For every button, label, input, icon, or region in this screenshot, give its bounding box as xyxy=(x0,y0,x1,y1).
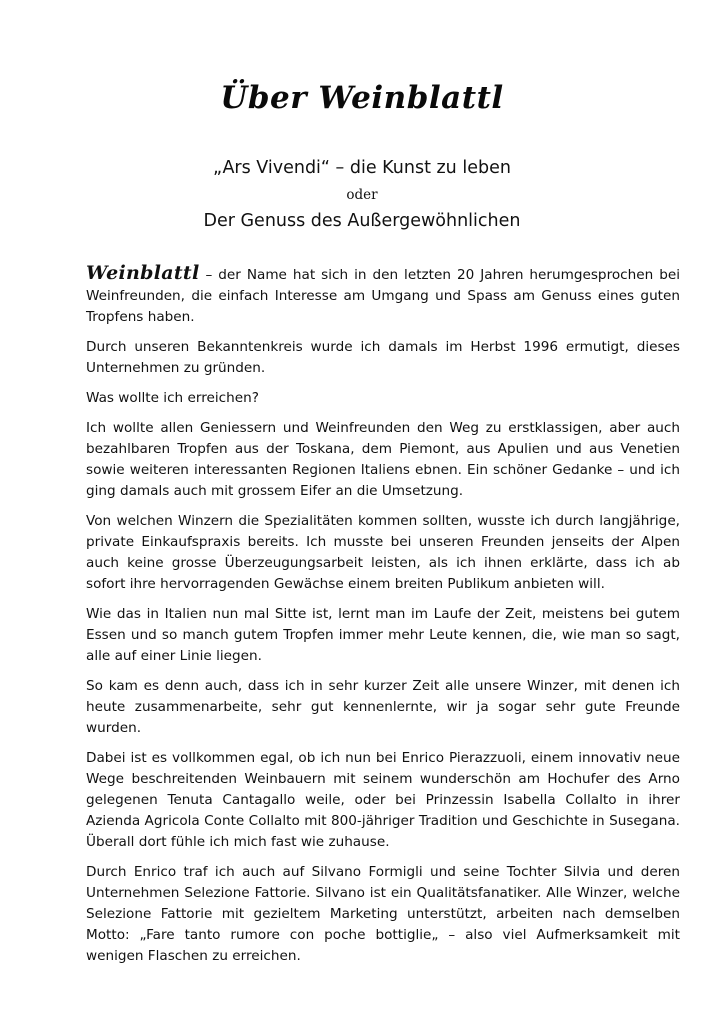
paragraph-2: Was wollte ich erreichen? xyxy=(86,390,259,406)
page-title: Über Weinblattl xyxy=(220,80,504,116)
subtitle-connector: oder xyxy=(346,187,378,203)
intro-paragraph xyxy=(86,263,680,328)
paragraph-5: Wie das in Italien nun mal Sitte ist, lernt man im Laufe der Zeit, meistens bei gutem Essen und so manch gutem Tropfen immer mehr Leute kennen, die, wie man so sagt, alle auf einer Linie liegen. xyxy=(86,606,680,664)
subtitle-genuss: Der Genuss des Außergewöhnlichen xyxy=(203,211,521,231)
paragraph-3: Ich wollte allen Geniessern und Weinfreunden den Weg zu erstklassigen, aber auch bezahlbaren Tropfen aus der Toskana, dem Piemont, aus Apulien und aus Venetien sowie weiteren interessanten Regionen Italiens ebnen. Ein schöner Gedanke – und ich ging damals auch mit grossem Eifer an die Umsetzung. xyxy=(86,420,680,499)
paragraph-4: Von welchen Winzern die Spezialitäten kommen sollten, wusste ich durch langjährige, private Einkaufspraxis bereits. Ich musste bei unseren Freunden jenseits der Alpen auch keine grosse Überzeugungsarbeit leisten, als ich ihnen erklärte, dass ich ab sofort ihre hervorragenden Gewächse einem breiten Publikum anbieten will. xyxy=(86,513,680,592)
paragraph-6: So kam es denn auch, dass ich in sehr kurzer Zeit alle unsere Winzer, mit denen ich heute zusammenarbeite, sehr gut kennenlernte, wir ja sogar sehr gute Freunde wurden. xyxy=(86,678,680,736)
brand-name: Weinblattl xyxy=(86,262,200,284)
intro-text: – der Name hat sich in den letzten 20 Jahren herumgesprochen bei Weinfreunden, die einfach Interesse am Umgang und Spass am Genuss eines guten Tropfens haben. xyxy=(86,267,680,325)
paragraph-7: Dabei ist es vollkommen egal, ob ich nun bei Enrico Pierazzuoli, einem innovativ neue Wege beschreitenden Weinbauern mit seinem wunderschön am Hochufer des Arno gelegenen Tenuta Cantagallo weile, oder bei Prinzessin Isabella Collalto in ihrer Azienda Agricola Conte Collalto mit 800-jähriger Tradition und Geschichte in Susegana. Überall dort fühle ich mich fast wie zuhause. xyxy=(86,750,680,850)
subtitle-ars-vivendi: „Ars Vivendi“ – die Kunst zu leben xyxy=(213,158,511,178)
body-text xyxy=(86,263,680,976)
paragraph-1: Durch unseren Bekanntenkreis wurde ich damals im Herbst 1996 ermutigt, dieses Unternehmen zu gründen. xyxy=(86,339,680,376)
paragraph-8: Durch Enrico traf ich auch auf Silvano Formigli und seine Tochter Silvia und deren Unternehmen Selezione Fattorie. Silvano ist ein Qualitätsfanatiker. Alle Winzer, welche Selezione Fattorie mit gezieltem Marketing unterstützt, arbeiten nach demselben Motto: „Fare tanto rumore con poche bottiglie„ – also viel Aufmerksamkeit mit wenigen Flaschen zu erreichen. xyxy=(86,864,680,964)
